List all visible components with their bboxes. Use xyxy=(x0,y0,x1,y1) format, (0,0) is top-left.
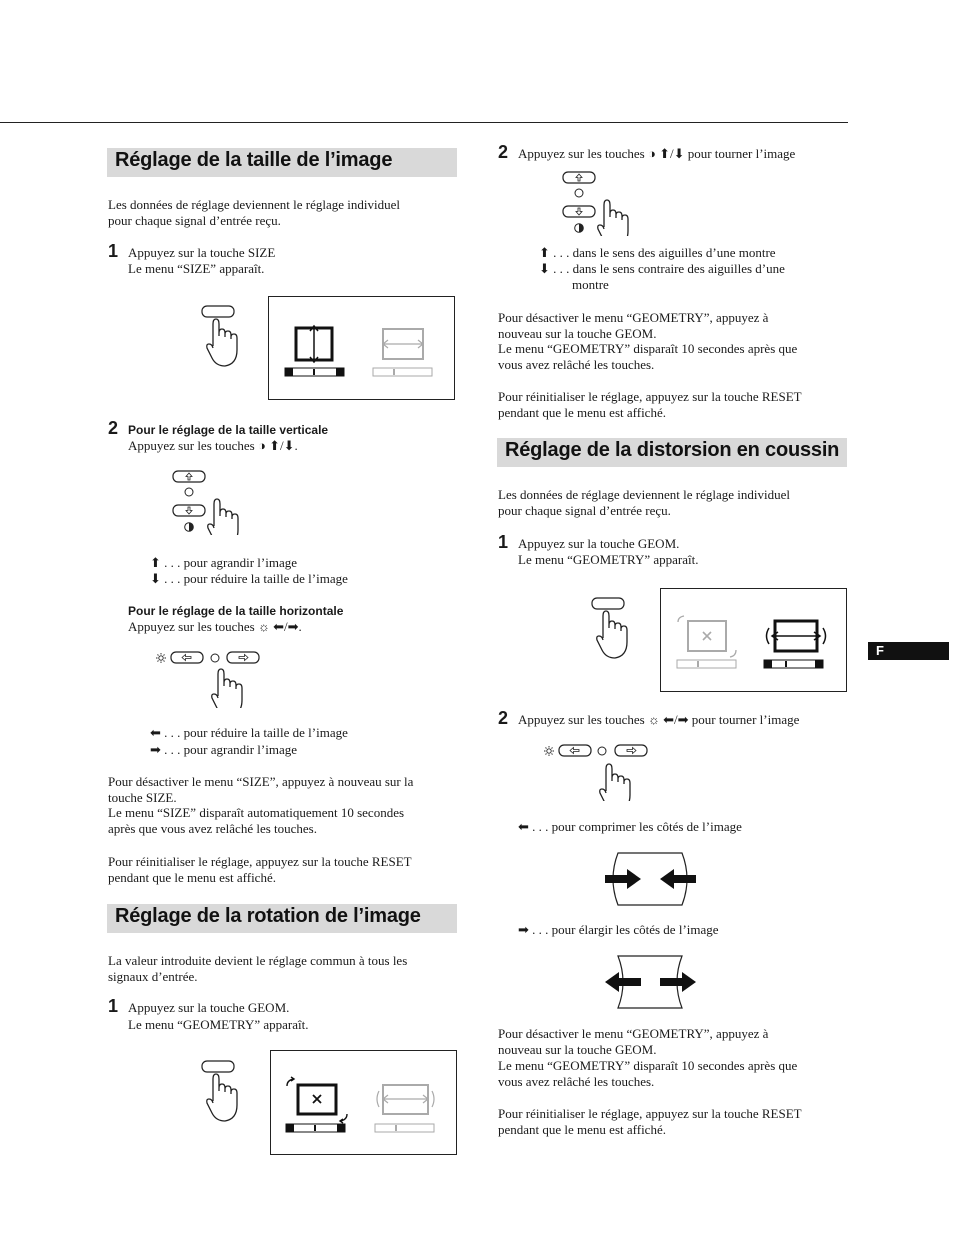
pincushion-off-2: nouveau sur la touche GEOM. xyxy=(498,1042,657,1057)
right-button[interactable] xyxy=(615,745,647,756)
geom-button[interactable] xyxy=(592,598,624,609)
rotation-bar xyxy=(677,660,736,668)
pincushion-intro-1: Les données de réglage deviennent le réglage individuel xyxy=(498,487,791,502)
geom-button-hand-figure xyxy=(200,1057,244,1127)
rotation-heading-bar xyxy=(107,904,457,933)
hand-icon xyxy=(598,200,628,236)
pincushion-step1-number: 1 xyxy=(498,532,509,552)
size-off-3: Le menu “SIZE” disparaît automatiquement 10 secondes xyxy=(108,805,405,820)
rotation-step1-line1: Appuyez sur la touche GEOM. xyxy=(128,1000,290,1015)
size-reset-2: pendant que le menu est affiché. xyxy=(108,870,276,885)
rotation-counter-desc-2: montre xyxy=(572,277,609,292)
size-intro-1: Les données de réglage deviennent le réglage individuel xyxy=(108,197,401,212)
rotation-title: Réglage de la rotation de l’image xyxy=(115,905,421,927)
geom-button-hand-figure-2 xyxy=(590,594,634,664)
horizontal-right-desc: ➡ . . . pour agrandir l’image xyxy=(150,742,297,757)
language-tab-label: F xyxy=(876,643,884,658)
pincushion-reset-2: pendant que le menu est affiché. xyxy=(498,1122,666,1137)
size-heading-bar xyxy=(107,148,457,177)
contrast-icon xyxy=(185,523,194,532)
hand-icon xyxy=(207,319,237,366)
indicator xyxy=(185,488,193,496)
size-title: Réglage de la taille de l’image xyxy=(115,149,393,171)
pincushion-buttons-figure xyxy=(542,741,657,801)
size-step1-number: 1 xyxy=(108,241,119,261)
hand-icon xyxy=(208,499,238,535)
pincushion-heading-bar xyxy=(497,438,847,467)
rotation-off-1: Pour désactiver le menu “GEOMETRY”, appuyez à xyxy=(498,310,769,325)
horizontal-size-text: Appuyez sur les touches ☼ ⬅/➡. xyxy=(128,619,302,634)
down-button[interactable] xyxy=(173,505,205,516)
top-rule xyxy=(0,122,848,123)
size-off-1: Pour désactiver le menu “SIZE”, appuyez à nouveau sur la xyxy=(108,774,414,789)
pincushion-step1-line2: Le menu “GEOMETRY” apparaît. xyxy=(518,552,699,567)
rotation-buttons-figure xyxy=(560,170,635,236)
rotation-counter-desc-1: ⬇ . . . dans le sens contraire des aiguilles d’une xyxy=(539,261,785,276)
pincushion-menu-figure xyxy=(660,588,847,692)
left-button[interactable] xyxy=(171,652,203,663)
indicator xyxy=(575,189,583,197)
size-off-4: après que vous avez relâché les touches. xyxy=(108,821,317,836)
horizontal-left-desc: ⬅ . . . pour réduire la taille de l’image xyxy=(150,725,348,740)
pincushion-off-1: Pour désactiver le menu “GEOMETRY”, appuyez à xyxy=(498,1026,769,1041)
rotation-step2-text: Appuyez sur les touches ◑ ⬆/⬇ pour tourner l’image xyxy=(518,146,796,161)
brightness-icon xyxy=(156,653,166,663)
pincushion-step2-number: 2 xyxy=(498,708,509,728)
hand-icon xyxy=(597,611,627,658)
hand-icon xyxy=(600,764,630,801)
vertical-up-desc: ⬆ . . . pour agrandir l’image xyxy=(150,555,297,570)
rotation-clockwise-desc: ⬆ . . . dans le sens des aiguilles d’une montre xyxy=(539,245,776,260)
size-step1-line1: Appuyez sur la touche SIZE xyxy=(128,245,276,260)
vertical-down-desc: ⬇ . . . pour réduire la taille de l’image xyxy=(150,571,348,586)
rotation-step1-number: 1 xyxy=(108,996,119,1016)
horizontal-buttons-figure xyxy=(152,648,267,708)
size-menu-figure xyxy=(268,296,455,400)
right-button[interactable] xyxy=(227,652,259,663)
pincushion-off-4: vous avez relâché les touches. xyxy=(498,1074,655,1089)
compress-figure xyxy=(600,850,700,908)
vertical-size-heading: Pour le réglage de la taille verticale xyxy=(128,423,329,437)
pincushion-bar xyxy=(375,1124,434,1132)
vertical-buttons-figure xyxy=(170,469,245,535)
geom-button[interactable] xyxy=(202,1061,234,1072)
hand-icon xyxy=(207,1074,237,1121)
rotation-intro-1: La valeur introduite devient le réglage commun à tous les xyxy=(108,953,408,968)
rotation-off-4: vous avez relâché les touches. xyxy=(498,357,655,372)
indicator xyxy=(598,747,606,755)
indicator xyxy=(211,654,219,662)
up-button[interactable] xyxy=(563,172,595,183)
compress-desc: ⬅ . . . pour comprimer les côtés de l’image xyxy=(518,819,742,834)
language-tab xyxy=(868,642,949,660)
pincushion-intro-2: pour chaque signal d’entrée reçu. xyxy=(498,503,671,518)
up-button[interactable] xyxy=(173,471,205,482)
pincushion-title: Réglage de la distorsion en coussin xyxy=(505,439,840,461)
size-reset-1: Pour réinitialiser le réglage, appuyez sur la touche RESET xyxy=(108,854,412,869)
rotation-step1-line2: Le menu “GEOMETRY” apparaît. xyxy=(128,1017,309,1032)
down-button[interactable] xyxy=(563,206,595,217)
size-step2-number: 2 xyxy=(108,418,119,438)
contrast-icon xyxy=(575,224,584,233)
rotation-off-2: nouveau sur la touche GEOM. xyxy=(498,326,657,341)
brightness-icon xyxy=(544,746,554,756)
size-intro-2: pour chaque signal d’entrée reçu. xyxy=(108,213,281,228)
horizontal-size-bar xyxy=(373,368,432,376)
pincushion-step1-line1: Appuyez sur la touche GEOM. xyxy=(518,536,680,551)
size-step1-line2: Le menu “SIZE” apparaît. xyxy=(128,261,265,276)
size-off-2: touche SIZE. xyxy=(108,790,177,805)
size-button-hand-figure xyxy=(200,302,244,372)
rotation-reset-2: pendant que le menu est affiché. xyxy=(498,405,666,420)
pincushion-bar xyxy=(764,660,823,668)
rotation-menu-figure xyxy=(270,1050,457,1155)
pincushion-step2-text: Appuyez sur les touches ☼ ⬅/➡ pour tourner l’image xyxy=(518,712,800,727)
rotation-off-3: Le menu “GEOMETRY” disparaît 10 secondes après que xyxy=(498,341,798,356)
vertical-size-text: Appuyez sur les touches ◑ ⬆/⬇. xyxy=(128,438,298,453)
rotation-step2-number: 2 xyxy=(498,142,509,162)
rotation-reset-1: Pour réinitialiser le réglage, appuyez sur la touche RESET xyxy=(498,389,802,404)
horizontal-size-heading: Pour le réglage de la taille horizontale xyxy=(128,604,344,618)
left-button[interactable] xyxy=(559,745,591,756)
size-button[interactable] xyxy=(202,306,234,317)
pincushion-reset-1: Pour réinitialiser le réglage, appuyez sur la touche RESET xyxy=(498,1106,802,1121)
hand-icon xyxy=(212,669,242,708)
expand-desc: ➡ . . . pour élargir les côtés de l’image xyxy=(518,922,719,937)
pincushion-off-3: Le menu “GEOMETRY” disparaît 10 secondes après que xyxy=(498,1058,798,1073)
rotation-intro-2: signaux d’entrée. xyxy=(108,969,198,984)
expand-figure xyxy=(600,953,700,1011)
